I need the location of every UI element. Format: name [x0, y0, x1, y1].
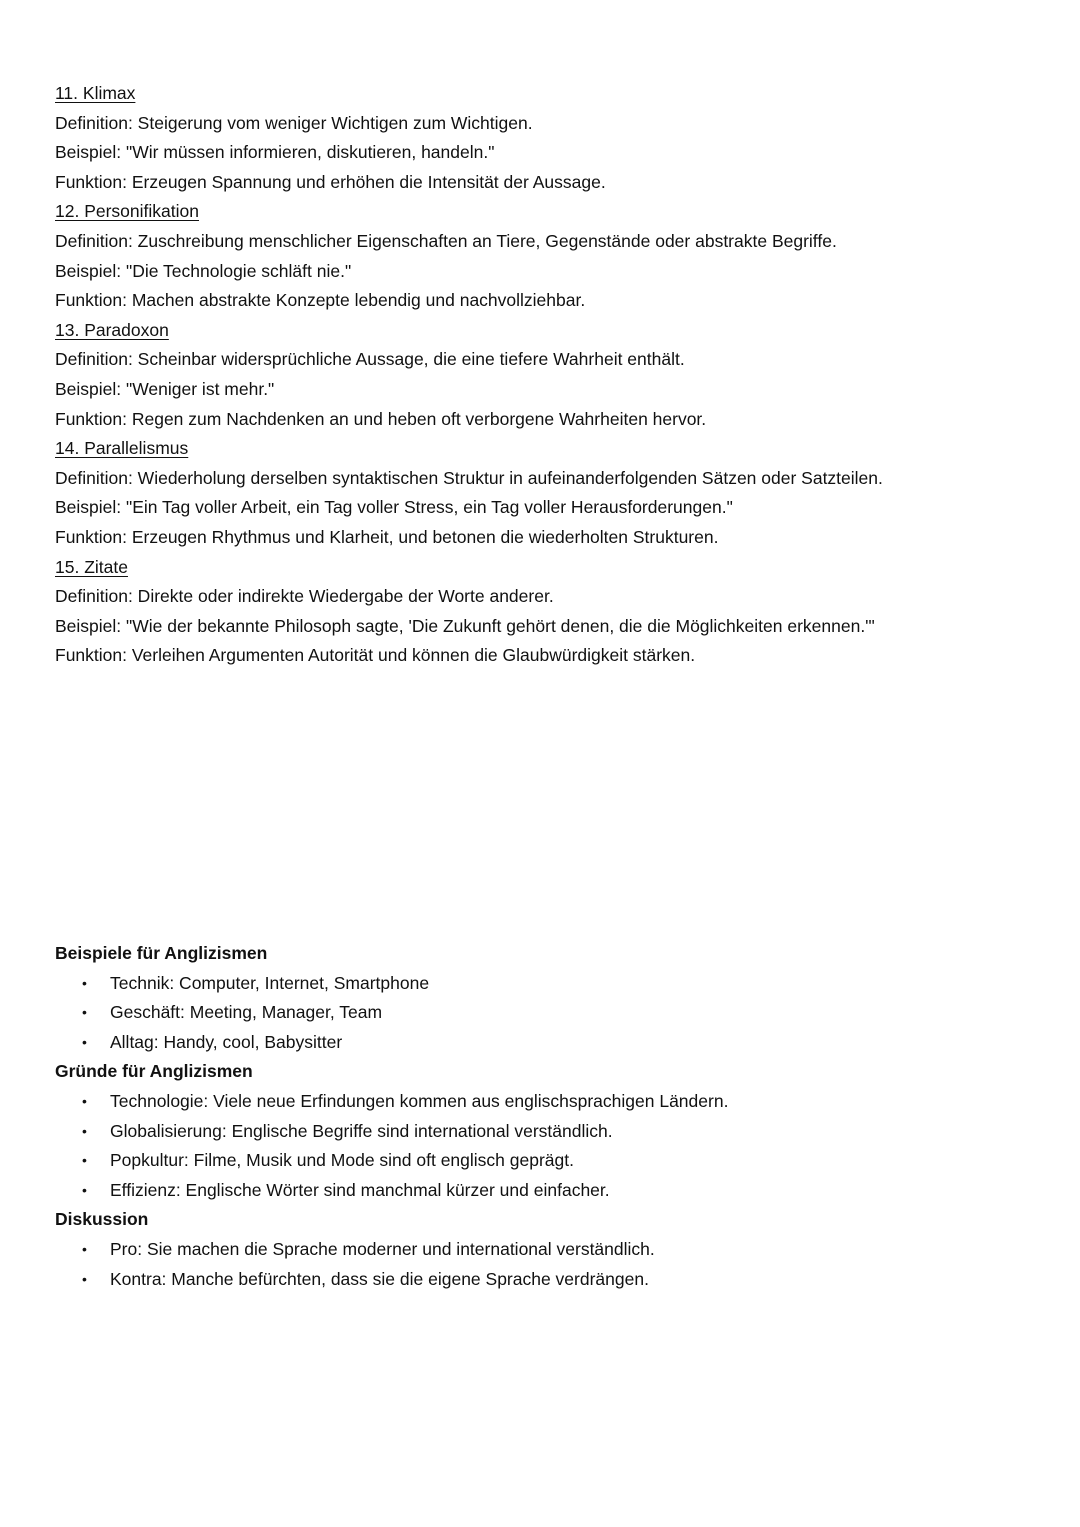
device-example: Beispiel: "Wir müssen informieren, diskutieren, handeln." — [55, 142, 495, 163]
device-klimax — [55, 79, 1045, 197]
device-example: Beispiel: "Ein Tag voller Arbeit, ein Tag voller Stress, ein Tag voller Herausforderungen." — [55, 497, 733, 518]
list-item-text: Globalisierung: Englische Begriffe sind international verständlich. — [110, 1120, 613, 1141]
list-item — [55, 1117, 1045, 1147]
bullet-icon: • — [82, 1270, 87, 1287]
bullet-icon: • — [82, 1033, 87, 1050]
device-definition: Definition: Wiederholung derselben syntaktischen Struktur in aufeinanderfolgenden Sätzen oder Satzteilen. — [55, 467, 883, 488]
device-function: Funktion: Verleihen Argumenten Autorität und können die Glaubwürdigkeit stärken. — [55, 645, 696, 666]
examples-list — [55, 969, 1045, 1058]
bullet-icon: • — [82, 1240, 87, 1257]
list-item — [55, 998, 1045, 1028]
list-item-text: Pro: Sie machen die Sprache moderner und international verständlich. — [110, 1238, 655, 1259]
device-definition: Definition: Direkte oder indirekte Wiedergabe der Worte anderer. — [55, 586, 554, 607]
list-item — [55, 1028, 1045, 1058]
device-function: Funktion: Machen abstrakte Konzepte lebendig und nachvollziehbar. — [55, 290, 586, 311]
examples-title: Beispiele für Anglizismen — [55, 943, 268, 963]
list-item-text: Popkultur: Filme, Musik und Mode sind oft englisch geprägt. — [110, 1150, 574, 1171]
device-example: Beispiel: "Wie der bekannte Philosoph sagte, 'Die Zukunft gehört denen, die die Möglichkeiten erkennen.'" — [55, 615, 875, 636]
bullet-icon: • — [82, 1122, 87, 1139]
discussion-title: Diskussion — [55, 1209, 149, 1230]
device-personifikation — [55, 197, 1045, 315]
device-definition: Definition: Steigerung vom weniger Wichtigen zum Wichtigen. — [55, 112, 533, 133]
list-item-text: Geschäft: Meeting, Manager, Team — [110, 1002, 383, 1023]
list-item-text: Technik: Computer, Internet, Smartphone — [110, 972, 430, 993]
list-item — [55, 1146, 1045, 1176]
bullet-icon: • — [82, 1004, 87, 1021]
bullet-icon: • — [82, 974, 87, 991]
list-item-text: Kontra: Manche befürchten, dass sie die eigene Sprache verdrängen. — [110, 1268, 649, 1289]
list-item — [55, 1265, 1045, 1295]
device-function: Funktion: Regen zum Nachdenken an und heben oft verborgene Wahrheiten hervor. — [55, 408, 707, 429]
device-example: Beispiel: "Die Technologie schläft nie." — [55, 260, 352, 281]
list-item-text: Technologie: Viele neue Erfindungen kommen aus englischsprachigen Ländern. — [110, 1090, 729, 1111]
device-function: Funktion: Erzeugen Rhythmus und Klarheit, und betonen die wiederholten Strukturen. — [55, 526, 719, 547]
reasons-list — [55, 1087, 1045, 1205]
device-definition: Definition: Zuschreibung menschlicher Eigenschaften an Tiere, Gegenstände oder abstrakte Begriffe. — [55, 230, 837, 251]
list-item — [55, 969, 1045, 999]
rhetorical-devices-section — [55, 79, 1045, 671]
device-example: Beispiel: "Weniger ist mehr." — [55, 378, 275, 399]
device-definition: Definition: Scheinbar widersprüchliche Aussage, die eine tiefere Wahrheit enthält. — [55, 349, 685, 370]
list-item-text: Alltag: Handy, cool, Babysitter — [110, 1031, 343, 1052]
device-heading: 15. Zitate — [55, 556, 128, 577]
list-item — [55, 1087, 1045, 1117]
list-item — [55, 1235, 1045, 1265]
device-heading: 11. Klimax — [55, 83, 136, 103]
bullet-icon: • — [82, 1152, 87, 1169]
device-heading: 13. Paradoxon — [55, 319, 169, 340]
bullet-icon: • — [82, 1181, 87, 1198]
bullet-icon: • — [82, 1092, 87, 1109]
discussion-list — [55, 1235, 1045, 1294]
reasons-title: Gründe für Anglizismen — [55, 1061, 253, 1082]
device-parallelismus — [55, 434, 1045, 552]
device-function: Funktion: Erzeugen Spannung und erhöhen die Intensität der Aussage. — [55, 171, 606, 192]
list-item-text: Effizienz: Englische Wörter sind manchmal kürzer und einfacher. — [110, 1179, 610, 1200]
list-item — [55, 1176, 1045, 1206]
device-heading: 14. Parallelismus — [55, 438, 189, 459]
anglicisms-section — [55, 939, 1045, 1294]
device-paradoxon — [55, 316, 1045, 434]
device-zitate — [55, 553, 1045, 671]
device-heading: 12. Personifikation — [55, 201, 199, 222]
